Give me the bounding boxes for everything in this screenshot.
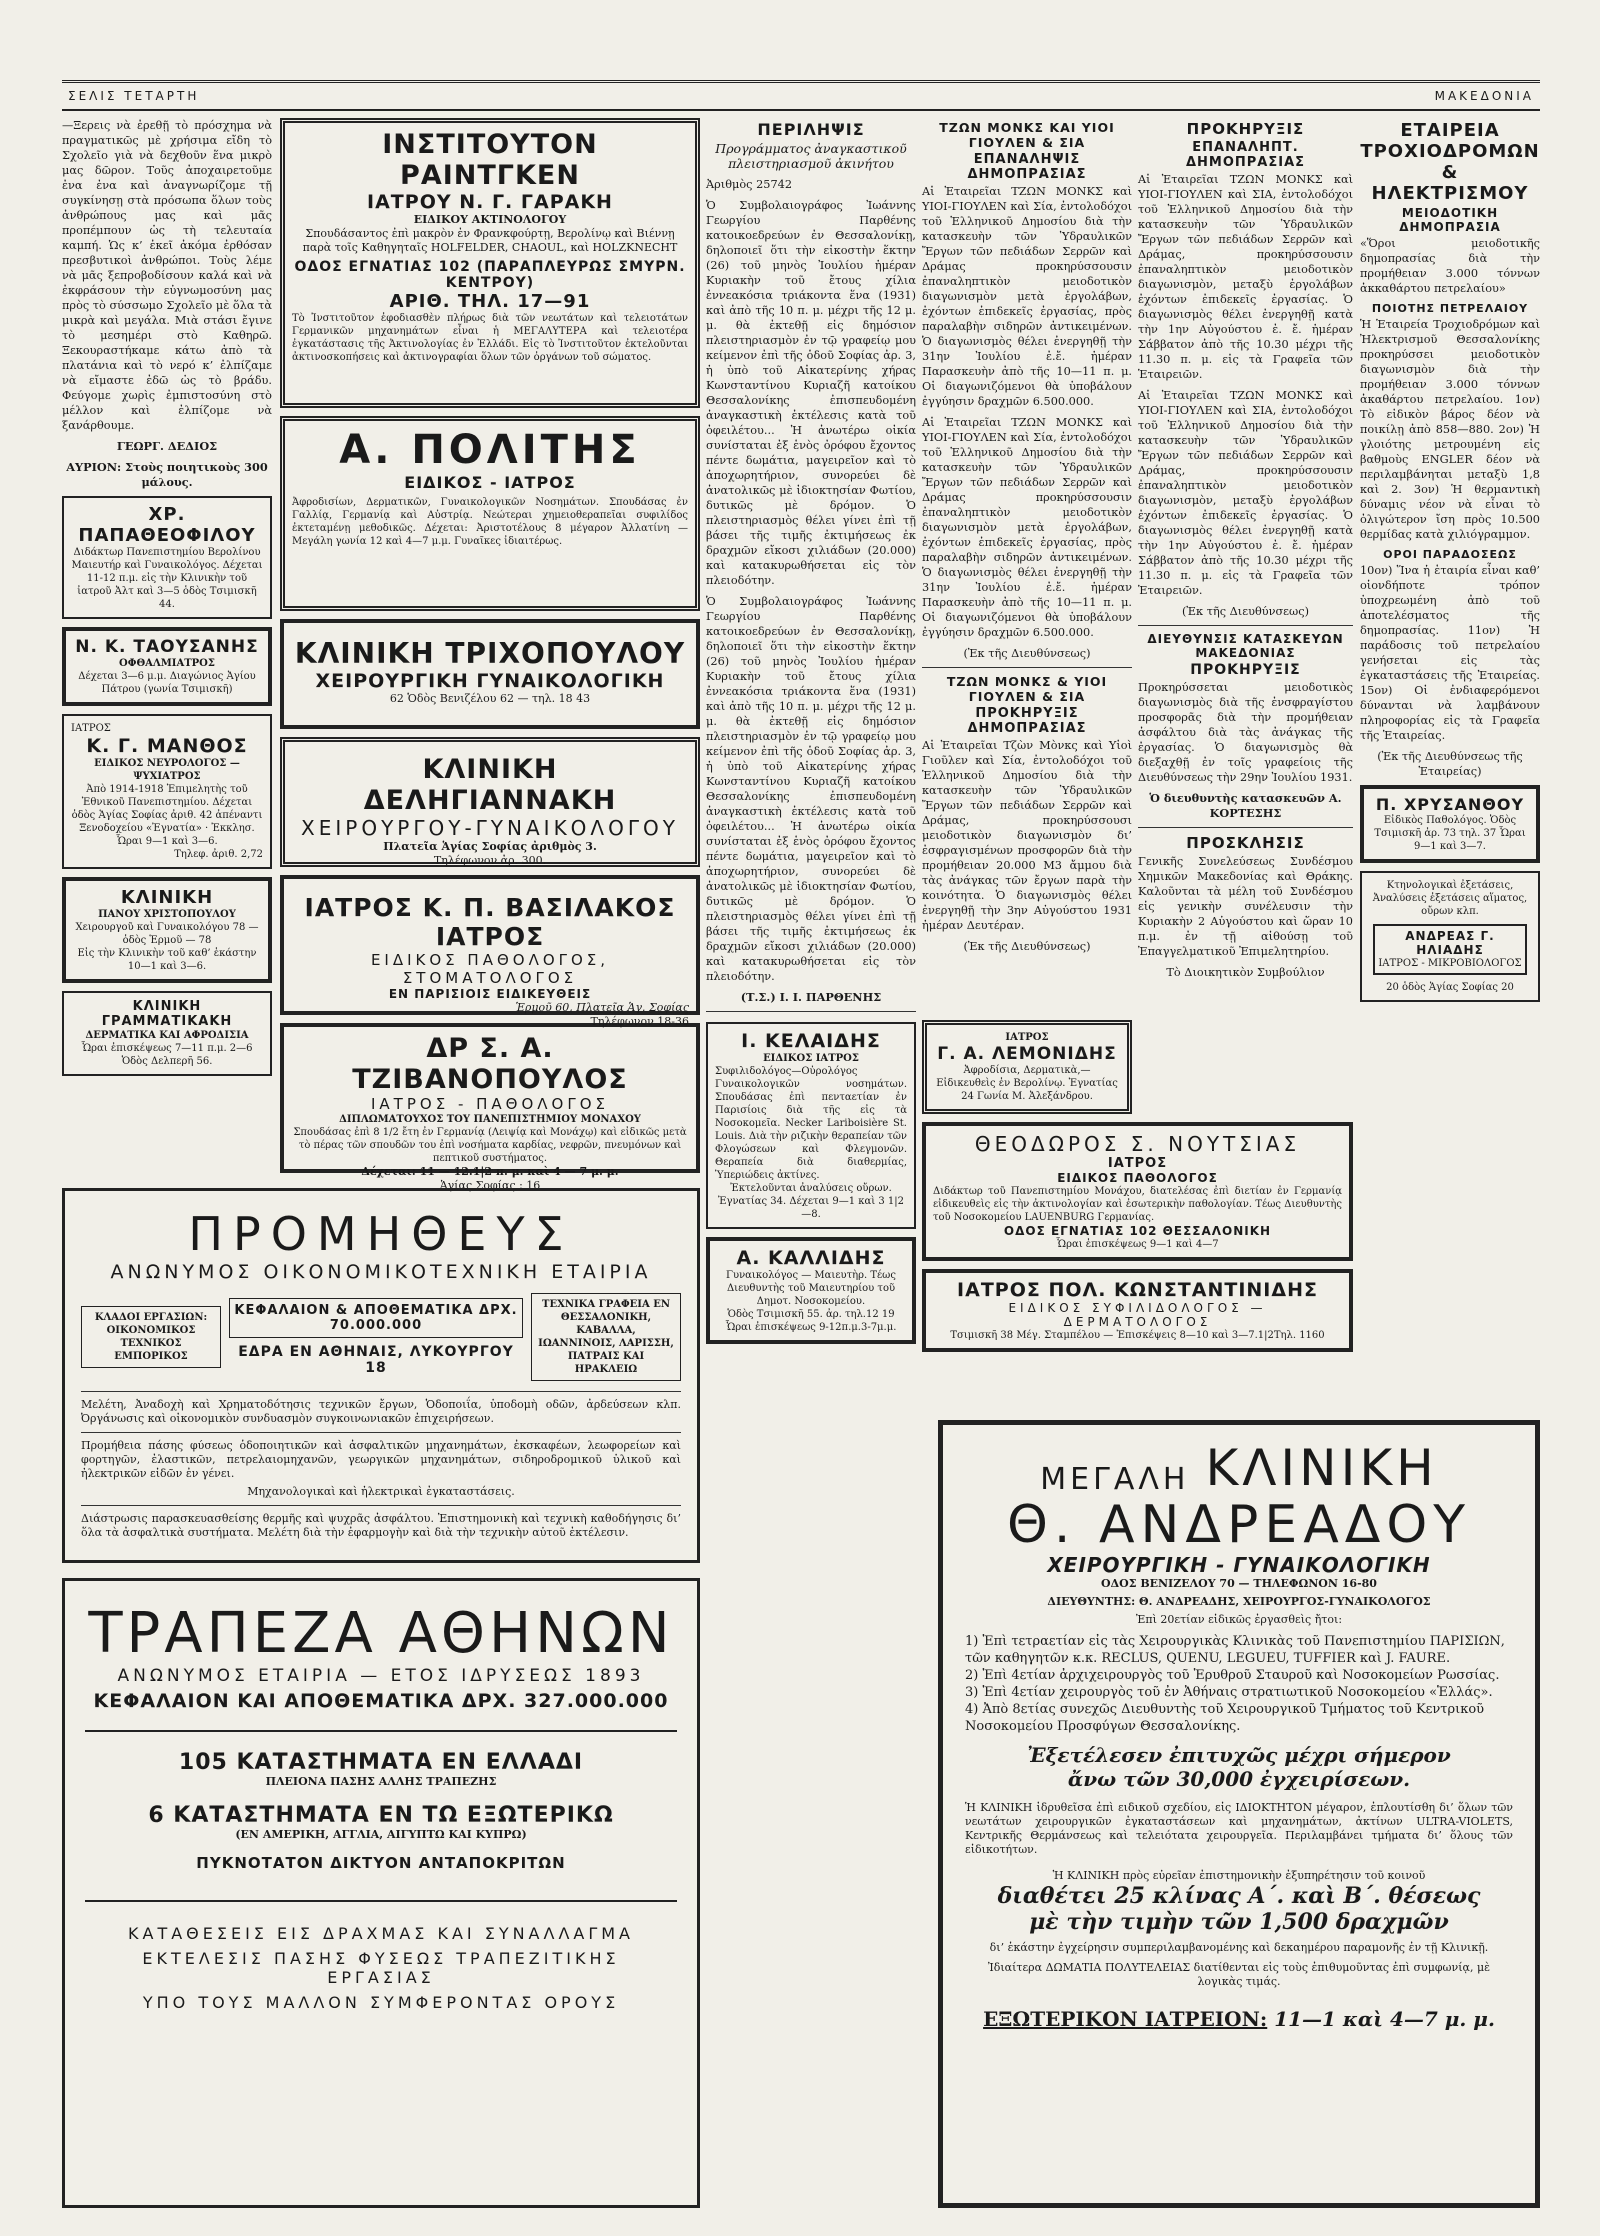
ad-politis (280, 416, 700, 611)
masthead-right: ΜΑΚΕΔΟΝΙΑ (1434, 89, 1534, 103)
ad-vasilakos (280, 875, 700, 1028)
divider (1138, 827, 1353, 828)
ad-external-clinic (965, 2007, 1513, 2031)
ad-p4: Ἰδιαίτερα ΔΩΜΑΤΙΑ ΠΟΛΥΤΕΛΕΙΑΣ διατίθενται εἰς τοὺς ἐπιθυμοῦντας ἐπὶ συμφωνίᾳ, μὲ λογικὰς τιμάς. (987, 1961, 1490, 1988)
ad-noutsias (922, 1122, 1353, 1261)
columns-4-5-ads (922, 1020, 1353, 1415)
ad-iliadis (1360, 871, 1540, 1002)
notice-signature: (Τ.Σ.) Ι. Ι. ΠΑΡΘΕΝΗΣ (740, 990, 882, 1004)
ad-subtitle: ΙΑΤΡΟΣ - ΜΙΚΡΟΒΙΟΛΟΓΟΣ (1378, 958, 1522, 969)
ad-text: Ὧραι ἐπισκέψεως 7—11 π.μ. 2—6 Ὁδὸς Δελπερῆ 56. (81, 1043, 253, 1067)
notice-text: Αἱ Ἑταιρεῖαι ΤΖΩΝ ΜΟΝΚΣ καὶ ΥΙΟΙ-ΓΙΟΥΛΕΝ καὶ Σία, ἐντολοδόχοι τοῦ Ἑλληνικοῦ Δημοσίου διὰ τὴν κατασκευὴν τῶν Ὑδραυλικῶν Ἔργων τῶν πεδιάδων Σερρῶν καὶ Δράμας προκηρύσσουσιν ἐπαναληπτικὸν μειοδοτικὸν διαγωνισμὸν μετὰ ἐργολάβων, ἐχόντων ἐπιδεκεῖς ἐργασίας, πρὸς παραλαβὴν σιδηρῶν ἀντικειμένων. Ὁ διαγωνισμὸς θέλει ἐνεργηθῇ τὴν 31ην Ἰουλίου ἐ.ἔ. ἡμέραν Παρασκευὴν ἀπὸ τῆς 10—11 π. μ. Οἱ διαγωνιζόμενοι θὰ ὑποβάλουν ἐγγύησιν δραχμῶν 6.500.000. (922, 185, 1132, 408)
ad-text: Συφιλιδολόγος—Οὐρολόγος Γυναικολογικῶν νοσημάτων. Σπουδάσας ἐπὶ πενταετίαν ἐν Παρισίοις διὰ τῆς εἰς τὰ Νοσοκομεῖα. Necker Lariboisière St. Louis. Διὰ τὴν ριζικὴν θεραπείαν τῶν Φλογώσεων καὶ Φλεγμονῶν. Θεραπεία διὰ διαθερμίας, Ὑπεριώδεις ἀκτίνες. (715, 1066, 907, 1181)
notice-text: Αἱ Ἑταιρεῖαι ΤΖΩΝ ΜΟΝΚΣ καὶ ΥΙΟΙ-ΓΙΟΥΛΕΝ καὶ ΣΙΑ, ἐντολοδόχοι τοῦ Ἑλληνικοῦ Δημοσίου διὰ τὴν κατασκευὴν τῶν Ὑδραυλικῶν Ἔργων τῶν πεδιάδων Σερρῶν καὶ Δράμας, προκηρύσσουσιν ἐπαναληπτικὸν μειοδοτικὸν διαγωνισμὸν, μεταξὺ ἐργολάβων ἐχόντων ἐπιδεκεῖς ἐργασίας. Ὁ διαγωνισμὸς θέλει ἐνεργηθῇ κατὰ τὴν 1ην Αὐγούστου ἐ. ἔ. ἡμέραν Σάββατον ἀπὸ τῆς 10.30 μέχρι τῆς 11.30 π. μ. εἰς τὰ Γραφεῖα τῶν Ἑταιρειῶν. (1138, 173, 1353, 381)
ad-title: ΚΛΙΝΙΚΗ ΔΕΛΗΓΙΑΝΝΑΚΗ (363, 754, 617, 816)
ad-ext-label: ΕΞΩΤΕΡΙΚΟΝ ΙΑΤΡΕΙΟΝ: (983, 2007, 1268, 2031)
ad-text: Εἰδικὸς Παθολόγος. Ὁδὸς Τσιμισκῆ ἀρ. 73 τηλ. 37 Ὧραι 9—1 καὶ 3—7. (1374, 815, 1526, 852)
divider (81, 1505, 681, 1506)
divider (81, 1432, 681, 1433)
credential-item: 2) Ἐπὶ 4ετίαν ἀρχιχειρουργὸς τοῦ Ἐρυθροῦ Σταυροῦ καὶ Νοσοκομείων Ρωσσίας. (965, 1668, 1500, 1683)
ad-text: Χειρουργοῦ καὶ Γυναικολόγου 78 — ὁδὸς Ἑρμοῦ — 78 (75, 922, 259, 946)
notice-text: Ἡ Ἑταιρεία Τροχιοδρόμων καὶ Ἠλεκτρισμοῦ Θεσσαλονίκης προκηρύσσει μειοδοτικὸν διαγωνισμὸν διὰ τὴν προμήθειαν 3.000 τόννων ἀκαθάρτου πετρελαίου. 1ον) Τὸ εἰδικὸν βάρος δέον νὰ ποικίλῃ ἀπὸ 858—880. 2ον) Ἡ γλοιότης μετρουμένη εἰς βαθμοὺς ENGLER δέον νὰ περιλαμβάνηται μεταξὺ 1,8 καὶ 2. 3ον) Ἡ θερμαντικὴ δύναμις νέον νὰ εἶναι τὸ ὀλιγώτερον ἴση πρὸς 10.500 θερμίδας κατὰ χιλιόγραμμον. (1360, 318, 1540, 541)
notice2-subheading: ΠΡΟΚΗΡΥΞΙΣ (1190, 662, 1301, 678)
masthead-left: ΣΕΛΙΣ ΤΕΤΑΡΤΗ (68, 89, 200, 103)
ad-hours: Ὧραι ἐπισκέψεως 9—1 καὶ 4—7 (1056, 1239, 1219, 1250)
ad-p2: Προμήθεια πάσης φύσεως ὁδοποιητικῶν καὶ ἀσφαλτικῶν μηχανημάτων, ἐκσκαφέων, λεωφορείων καὶ φορτηγῶν, ἐλαστικῶν, πετρελαιομηχανῶν, γεωργικῶν μηχανημάτων, σιδηροδρομικοῦ ὑλικοῦ καὶ ἠλεκτρικῶν εἰδῶν ἐν γένει. (81, 1439, 681, 1480)
ad-role: ΕΙΔΙΚΟΥ ΑΚΤΙΝΟΛΟΓΟΥ (413, 213, 567, 226)
ad-address: Ὁδὸς Τσιμισκῆ 55. ἀρ. τηλ.12 19 (727, 1309, 895, 1320)
ad-seat: ΕΔΡΑ ΕΝ ΑΘΗΝΑΙΣ, ΛΥΚΟΥΡΓΟΥ 18 (238, 1344, 514, 1376)
credentials-list (965, 1633, 1513, 1735)
divider (85, 1730, 677, 1732)
ad-text: Ἀφροδίσια, Δερματικὰ,—Εἰδικευθεὶς ἐν Βερολίνῳ. Ἐγνατίας 24 Γωνία Μ. Ἀλεξάνδρου. (936, 1065, 1118, 1102)
notice-intro: «Ὅροι μειοδοτικῆς δημοπρασίας διὰ τὴν προμήθειαν 3.000 τόννων ἀκκαθάρτου πετρελαίου» (1360, 237, 1540, 295)
ad-phone: ΑΡΙΘ. ΤΗΛ. 17—91 (389, 291, 591, 312)
ad-pre: ΜΕΓΑΛΗ (1040, 1462, 1190, 1497)
ad-deligiannaki (280, 737, 700, 867)
ad-text: Διδάκτωρ Πανεπιστημίου Βερολίνου Μαιευτήρ καὶ Γυναικολόγος. Δέχεται 11-12 π.μ. εἰς τὴν Κλινικὴν τοῦ ἰατροῦ Ἀλτ καὶ 3—5 ὁδὸς Τσιμισκῆ 44. (71, 547, 263, 610)
notice2-text: Αἱ Ἑταιρεῖαι Τζὼν Μὸνκς καὶ Υἱοὶ Γιοῦλεν καὶ Σία, ἐντολοδόχοι τοῦ Ἑλληνικοῦ Δημοσίου διὰ τὴν κατασκευὴν τῶν Ὑδραυλικῶν Ἔργων τῶν πεδιάδων Σερρῶν καὶ Δράμας, προκηρύσσουσι μειοδοτικὸν διαγωνισμὸν δι’ ἐσφραγισμένων προσφορῶν διὰ τὴν προμήθειαν 20.000 Μ3 ἄμμου διὰ τὰς ἀνάγκας τῶν ἔργων παρὰ τὴν κοινότητα. Ὁ διαγωνισμὸς θέλει ἐνεργηθῇ τὴν 3ην Αὐγούστου 1931 ἡμέραν Δευτέραν. (922, 739, 1132, 932)
ad-title: ΙΝΣΤΙΤΟΥΤΟΝ ΡΑΙΝΤΓΚΕΝ (382, 129, 598, 191)
ad-title: Α. ΠΟΛΙΤΗΣ (339, 427, 641, 473)
notice-note: (Ἐκ τῆς Διευθύνσεως τῆς Ἑταιρείας) (1377, 750, 1523, 778)
ad-subtitle: ΧΕΙΡΟΥΡΓΙΚΗ - ΓΥΝΑΙΚΟΛΟΓΙΚΗ (1047, 1553, 1431, 1577)
ad-title: ΚΛΙΝΙΚΗ ΤΡΙΧΟΠΟΥΛΟΥ (294, 637, 686, 670)
ad-text: Ἀπὸ 1914-1918 Ἐπιμελητὴς τοῦ Ἐθνικοῦ Πανεπιστημίου. Δέχεται ὁδὸς Ἁγίας Σοφίας ἀριθ. 42 ἀπέναντι Ξενοδοχείου «Ἐγνατία» · Ἐκκλησ. Ὧραι 9—1 καὶ 3—6. (71, 784, 263, 847)
notice-number: Ἀριθμὸς 25742 (706, 178, 793, 191)
ad-abroad-sub: (ΕΝ ΑΜΕΡΙΚΗ, ΑΓΓΛΙΑ, ΑΙΓΥΠΤΩ ΚΑΙ ΚΥΠΡΩ) (235, 1828, 527, 1841)
divider (1138, 625, 1353, 626)
ad-title: Γ. Α. ΛΕΜΟΝΙΔΗΣ (937, 1044, 1117, 1064)
ad-konstantinidis (922, 1269, 1353, 1352)
column-1 (62, 118, 272, 1178)
ad-pre: ΙΑΤΡΟΣ (1005, 1032, 1049, 1043)
ad-role: ΕΙΔΙΚΟΣ ΠΑΘΟΛΟΓΟΣ (1057, 1171, 1218, 1185)
ad-deposits: ΚΑΤΑΘΕΣΕΙΣ ΕΙΣ ΔΡΑΧΜΑΣ ΚΑΙ ΣΥΝΑΛΛΑΓΜΑ (128, 1924, 634, 1943)
ad-price: μὲ τὴν τιμὴν τῶν 1,500 δραχμῶν (1029, 1909, 1449, 1935)
ad-address: Πλατεῖα Ἁγίας Σοφίας ἀριθμὸς 3. (383, 840, 597, 853)
ad-address: ΟΔΟΣ ΕΓΝΑΤΙΑΣ 102 ΘΕΣΣΑΛΟΝΙΚΗ (1003, 1224, 1272, 1238)
ad-beds: διαθέτει 25 κλίνας Α΄. καὶ Β΄. θέσεως (997, 1883, 1481, 1909)
ad-subtitle: ΕΙΔΙΚΟΣ ΝΕΥΡΟΛΟΓΟΣ — ΨΥΧΙΑΤΡΟΣ (94, 758, 240, 782)
ad-chrysanthou (1360, 785, 1540, 863)
ad-ext-hours: 11—1 καὶ 4—7 μ. μ. (1274, 2007, 1495, 2031)
ad-address: 20 ὁδὸς Ἁγίας Σοφίας 20 (1386, 982, 1514, 993)
ad-subtitle: ΔΕΡΜΑΤΙΚΑ ΚΑΙ ΑΦΡΟΔΙΣΙΑ (85, 1030, 249, 1041)
article-footer: ΑΥΡΙΟΝ: Στοὺς ποιητικοὺς 300 μάλους. (66, 460, 268, 489)
ad-andreadou-clinic (938, 1420, 1540, 2208)
ad-subtitle: ΕΙΔΙΚΟΣ - ΙΑΤΡΟΣ (404, 473, 576, 492)
notice-heading: ΠΕΡΙΛΗΨΙΣ (757, 120, 865, 139)
ad-taousanis (62, 627, 272, 706)
ad-subtitle: ΙΑΤΡΟΣ (1107, 1156, 1168, 1171)
ad-subtitle: ΑΝΩΝΥΜΟΣ ΟΙΚΟΝΟΜΙΚΟΤΕΧΝΙΚΗ ΕΤΑΙΡΙΑ (110, 1261, 652, 1283)
ad-network: ΠΥΚΝΟΤΑΤΟΝ ΔΙΚΤΥΟΝ ΑΝΤΑΠΟΚΡΙΤΩΝ (196, 1854, 566, 1872)
ad-subtitle: ΠΑΝΟΥ ΧΡΙΣΤΟΠΟΥΛΟΥ (98, 909, 236, 920)
column-2 (280, 118, 700, 1192)
ad-lemonidis (922, 1020, 1132, 1114)
ad-christopoulou (62, 877, 272, 983)
ad-subtitle-2: ΔΙΠΛΩΜΑΤΟΥΧΟΣ ΤΟΥ ΠΑΝΕΠΙΣΤΗΜΙΟΥ ΜΟΝΑΧΟΥ (339, 1114, 641, 1125)
ad-p3: Μηχανολογικαὶ καὶ ἠλεκτρικαὶ ἐγκαταστάσεις. (247, 1485, 515, 1498)
column-6 (1360, 118, 1540, 1418)
notice-subheading: ΕΠΑΝΑΛΗΠΤ. ΔΗΜΟΠΡΑΣΙΑΣ (1185, 140, 1306, 170)
notice2-heading: ΤΖΩΝ ΜΟΝΚΣ & ΥΙΟΙ ΓΙΟΥΛΕΝ & ΣΙΑ (946, 674, 1108, 704)
notice-text-2: Ὁ Συμβολαιογράφος Ἰωάννης Γεωργίου Παρθένης κατοικοεδρεύων ἐν Θεσσαλονίκῃ, δηλοποιεῖ ὅτι τὴν εἰκοστὴν ἕκτην (26) τοῦ μηνὸς Ἰουλίου ἡμέραν Κυριακὴν τοῦ ἔτους χίλια ἐννεακόσια τριάκοντα ἕνα (1931) καὶ ἀπὸ τῆς 10 π. μ. μέχρι τῆς 12 μ. μ. θὰ ἐκτεθῇ εἰς δημόσιον πλειστηριασμὸν ἐν τῷ γραφείῳ μου κείμενον ἐπὶ τῆς ὁδοῦ Σοφίας ἀρ. 3, ἡ ὑπὸ τοῦ Αἰκατερίνης χήρας Κωνσταντίνου Κυριαζῆ κατοίκου Θεσσαλονίκης ἐπισπευδομένη ἀναγκαστικὴ ἐκτέλεσις κατὰ τοῦ ὀφειλέτου... Ἡ ἀνωτέρω οἰκία συνίσταται ἐξ ἑνὸς ὀρόφου ἔχοντος πέντε δωμάτια, μαγειρεῖον καὶ τὸ ἀποχωρητήριον, συνορεύει δὲ ἀνατολικῶς μὲ ἰδιοκτησίαν Φωτίου, δυτικῶς μὲ δρόμον. Ὁ πλειστηριασμὸς θέλει γίνει ἐπὶ τῇ βάσει τῆς τιμῆς ἐκτιμήσεως ἐκ δραχμῶν εἴκοσι χιλιάδων (20.000) καὶ κατακυρωθήσεται εἰς τὸν πλειοδότην. (706, 595, 916, 983)
ad-abroad: 6 ΚΑΤΑΣΤΗΜΑΤΑ ΕΝ ΤΩ ΕΞΩΤΕΡΙΚΩ (148, 1803, 614, 1828)
ad-capital: ΚΕΦΑΛΑΙΟΝ & ΑΠΟΘΕΜΑΤΙΚΑ ΔΡΧ. 70.000.000 (229, 1298, 523, 1338)
ad-phone: Τηλεφ. ἀριθ. 2,72 (174, 849, 263, 860)
ad-prometheus (62, 1188, 700, 1563)
notice-section-2: ΟΡΟΙ ΠΑΡΑΔΟΣΕΩΣ (1383, 548, 1517, 561)
ad-manthos (62, 714, 272, 869)
ad-nameplate (1373, 924, 1527, 975)
notice-subheading: Προγράμματος ἀναγκαστικοῦ πλειστηριασμοῦ ἀκινήτου (715, 141, 907, 171)
ad-name: Θ. ΑΝΔΡΕΑΔΟΥ (1006, 1495, 1472, 1555)
ad-phone: Τηλέφωνον 18-36 (590, 1015, 689, 1028)
notice-heading: ΕΤΑΙΡΕΙΑ ΤΡΟΧΙΟΔΡΟΜΩΝ & ΗΛΕΚΤΡΙΣΜΟΥ (1360, 120, 1540, 204)
ad-title: ΤΡΑΠΕΖΑ ΑΘΗΝΩΝ (88, 1601, 674, 1666)
ad-address: 62 Ὁδὸς Βενιζέλου 62 — τηλ. 18 43 (389, 692, 591, 705)
ad-operations: ΕΚΤΕΛΕΣΙΣ ΠΑΣΗΣ ΦΥΣΕΩΣ ΤΡΑΠΕΖΙΤΙΚΗΣ ΕΡΓΑΣΙΑΣ (142, 1949, 620, 1987)
credential-item: 3) Ἐπὶ 4ετίαν χειρουργὸς τοῦ ἐν Ἀθήναις στρατιωτικοῦ Νοσοκομείου «Ἑλλάς». (965, 1685, 1493, 1700)
notice-heading: ΠΡΟΚΗΡΥΞΙΣ (1186, 120, 1305, 138)
notice2-signature: Ὁ διευθυντὴς κατασκευῶν Α. ΚΟΡΤΕΣΗΣ (1149, 791, 1342, 820)
ad-title: ΠΡΟΜΗΘΕΥΣ (188, 1207, 574, 1261)
ad-text: Γυναικολόγος — Μαιευτὴρ. Τέως Διευθυντὴς τοῦ Μαιευτηρίου τοῦ Δημοτ. Νοσοκομείου. (726, 1270, 896, 1307)
notice-text: Ὁ Συμβολαιογράφος Ἰωάννης Γεωργίου Παρθένης κατοικοεδρεύων ἐν Θεσσαλονίκῃ, δηλοποιεῖ ὅτι τὴν εἰκοστὴν ἕκτην (26) τοῦ μηνὸς Ἰουλίου ἡμέραν Κυριακὴν τοῦ ἔτους χίλια ἐννεακόσια τριάκοντα ἕνα (1931) καὶ ἀπὸ τῆς 10 π. μ. μέχρι τῆς 12 μ. μ. θὰ ἐκτεθῇ εἰς δημόσιον πλειστηριασμὸν ἐν τῷ γραφείῳ μου κείμενον ἐπὶ τῆς ὁδοῦ Σοφίας ἀρ. 3, ἡ ὑπὸ τοῦ Αἰκατερίνης χήρας Κωνσταντίνου Κυριαζῆ κατοίκου Θεσσαλονίκης ἐπισπευδομένη ἀναγκαστικὴ ἐκτέλεσις κατὰ τοῦ ὀφειλέτου... Ἡ ἀνωτέρω οἰκία συνίσταται ἐξ ἑνὸς ὀρόφου ἔχοντος πέντε δωμάτια, μαγειρεῖον καὶ τὸ ἀποχωρητήριον, συνορεύει δὲ ἀνατολικῶς μὲ ἰδιοκτησίαν Φωτίου, δυτικῶς μὲ δρόμον. Ὁ πλειστηριασμὸς θέλει γίνει ἐπὶ τῇ βάσει τῆς τιμῆς ἐκτιμήσεως ἐκ δραχμῶν εἴκοσι χιλιάδων (20.000) καὶ κατακυρωθήσεται εἰς τὸν πλειοδότην. (706, 199, 916, 587)
credential-item: 4) Ἀπὸ 8ετίας συνεχῶς Διευθυντὴς τοῦ Χειρουργικοῦ Τμήματος τοῦ Κεντρικοῦ Νοσοκομείου Προσφύγων Θεσσαλονίκης. (965, 1702, 1485, 1734)
ad-text: Διδάκτωρ τοῦ Πανεπιστημίου Μονάχου, διατελέσας ἐπὶ διετίαν ἐν Γερμανίᾳ εἰδικευθεὶς εἰς τὴν ἀκτινολογίαν καὶ ἐσωτερικὴν παθολογίαν. Τέως Διευθυντὴς τοῦ Νοσοκομείου LAUENBURG Γερμανίας. (933, 1186, 1342, 1223)
ad-title: ΔΡ Σ. Α. ΤΖΙΒΑΝΟΠΟΥΛΟΣ (352, 1033, 628, 1095)
ad-address: Ἐκτελοῦνται ἀναλύσεις οὔρων. Ἐγνατίας 34. Δέχεται 9—1 καὶ 3 1|2—8. (717, 1183, 905, 1220)
notice3-signature: Τὸ Διοικητικὸν Συμβούλιον (1166, 966, 1325, 979)
ad-title: ΧΡ. ΠΑΠΑΘΕΟΦΙΛΟΥ (78, 504, 256, 546)
notice-section: ΠΟΙΟΤΗΣ ΠΕΤΡΕΛΑΙΟΥ (1371, 302, 1529, 315)
ad-bank-of-athens (62, 1578, 700, 2208)
article-text: —Ξερεις νὰ ἐρεθῇ τὸ πρόσχημα νὰ πραγματικῶς μὲ χρήσιμα εἴδη τὸ Σχολεῖο γιὰ νὰ δεχθοῦν ἕνα μικρὸ μας δῶρον. Τοῦς ἀποχαιρετοῦμε ἐνα ἐνα καὶ ἀναγνωρίζομε τῇ συγκίνησῃ στὰ πρόσωπα ὅλων τοὺς ἀνθρώπους μας καὶ μᾶς προπέμπουν ὡς τὴ τελευταία καμπή. Ὡς κ’ ἐκεῖ ἀκόμα ἐρθόσαν πρεσβυτικοὶ ἀνθρώποι. Τοὺς λέμε νὰ μᾶς ξεπροβοδίσουν καλά καὶ νὰ ἐκφράσουν τὴν εὐγνωμοσύνη μας πρὸς τὸ σύσσωμο Σχολεῖο μὲ ὅλα τὰ μικρὰ καὶ μεγάλα. Μιὰ στάσι ἔγινε τὸ μεσημέρι στὸ Καθηρῶ. Ξεκουραστήκαμε κάτω ἀπὸ τὰ πλατάνια καὶ τὸ νερό κ’ ἐλπίζαμε νὰ εἴμαστε ἐδῶ ὡς τὸ βράδυ. Φεύγομε χωρὶς ἐμπιστοσύνη στὸ μέλλον καὶ ἐλπίζομε νὰ ξανάρθουμε. (62, 119, 272, 432)
notice2-heading: ΔΙΕΥΘΥΝΣΙΣ ΚΑΤΑΣΚΕΥΩΝ ΜΑΚΕΔΟΝΙΑΣ (1147, 632, 1344, 660)
ad-subtitle: ΑΝΩΝΥΜΟΣ ΕΤΑΙΡΙΑ — ΕΤΟΣ ΙΔΡΥΣΕΩΣ 1893 (117, 1666, 645, 1686)
masthead (62, 80, 1540, 111)
ad-text: Ἀφροδισίων, Δερματικῶν, Γυναικολογικῶν Νοσημάτων. Σπουδάσας ἐν Γαλλίᾳ, Γερμανίᾳ καὶ Αὐστρίᾳ. Νεώτεραι χημειοθεραπεῖαι συφιλίδος ἐκτεταμένῃ μεθοδικῶς. Δέχεται: Ἀριστοτέλους 8 μέγαρον Ἀλλατίνη — Μεγάλη γωνία 12 καὶ 4—7 μ.μ. Γυναῖκες ἰδιαιτέρως. (292, 497, 688, 547)
ad-title: ΑΝΔΡΕΑΣ Γ. ΗΛΙΑΔΗΣ (1405, 929, 1495, 957)
notice3-heading: ΠΡΟΣΚΛΗΣΙΣ (1186, 834, 1305, 852)
ad-address: Ἑρμοῦ 60, Πλατεῖα Ἁγ. Σοφίας (515, 1001, 689, 1014)
ad-title: ΙΑΤΡΟΣ ΠΟΛ. ΚΩΝΣΤΑΝΤΙΝΙΔΗΣ (957, 1279, 1318, 1301)
divider (706, 1011, 916, 1012)
ad-subtitle: ΟΦΘΑΛΜΙΑΤΡΟΣ (119, 658, 215, 669)
divider (81, 1391, 681, 1392)
notice2-note: (Ἐκ τῆς Διευθύνσεως) (963, 940, 1091, 953)
ad-kallidis (706, 1237, 916, 1344)
ad-subtitle: ΧΕΙΡΟΥΡΓΟΥ-ΓΥΝΑΙΚΟΛΟΓΟΥ (301, 816, 679, 840)
notice-text-2: 10ον) Ἵνα ἡ ἑταιρία εἶναι καθ’ οἱονδήποτε τρόπον ὑποχρεωμένη ἀπὸ τοῦ ἀποτελέσματος τῆς δημοπρασίας. 11ον) Ἡ παράδοσις τοῦ πετρελαίου γενήσεται εἰς τὰς ἐγκαταστάσεις τῆς Ἑταιρείας. 15ον) Οἱ ἐνδιαφερόμενοι δύνανται νὰ λαμβάνουν πληροφορίας εἰς τὰ Γραφεῖα τῆς Ἑταιρείας. (1360, 564, 1540, 742)
ad-subtitle: ΕΙΔΙΚΟΣ ΠΑΘΟΛΟΓΟΣ, ΣΤΟΜΑΤΟΛΟΓΟΣ (370, 951, 610, 987)
ad-subtitle-2: ΕΝ ΠΑΡΙΣΙΟΙΣ ΕΙΔΙΚΕΥΘΕΙΣ (388, 987, 592, 1001)
ad-p1: Ἡ ΚΛΙΝΙΚΗ ἱδρυθεῖσα ἐπὶ ειδικοῦ σχεδίου, εἰς ΙΔΙΟΚΤΗΤΟΝ μέγαρον, ἐπλουτίσθη δι’ ὅλων τῶν νεωτάτων χειρουργικῶν ἐγκαταστάσεων καὶ μηχανημάτων, ἀκτίνων ULTRA-VIOLETS, Κεντρικῆς Θερμάνσεως καὶ τελειότατα χειρουργεῖα. Περιλαμβάνει τμήματα δι’ ὅλους τῶν εἰδικοτήτων. (965, 1801, 1513, 1856)
notice-note: (Ἐκ τῆς Διευθύνσεως) (963, 647, 1091, 660)
ad-subtitle: ΧΕΙΡΟΥΡΓΙΚΗ ΓΥΝΑΙΚΟΛΟΓΙΚΗ (315, 670, 665, 692)
ad-title: Κ. Γ. ΜΑΝΘΟΣ (86, 735, 248, 757)
ad-terms: ΥΠΟ ΤΟΥΣ ΜΑΛΛΟΝ ΣΥΜΦΕΡΟΝΤΑΣ ΟΡΟΥΣ (142, 1993, 620, 2012)
credential-item: 1) Ἐπὶ τετραετίαν εἰς τὰς Χειρουργικὰς Κλινικὰς τοῦ Πανεπιστημίου ΠΑΡΙΣΙΩΝ, τῶν καθηγητῶν κ.κ. RECLUS, QUENU, LEGUEU, TUFFIER καὶ J. FAURE. (965, 1634, 1505, 1666)
ad-phone: Τηλέφωνον ἀρ. 300. (433, 854, 547, 867)
notice-subheading: ΕΠΑΝΑΛΗΨΙΣ ΔΗΜΟΠΡΑΣΙΑΣ (967, 152, 1087, 182)
ad-kelaidis (706, 1022, 916, 1229)
ad-hours: Ὧραι ἐπισκέψεως 9-12π.μ.3-7μ.μ. (725, 1322, 897, 1333)
ad-address: Ἁγίας Σοφίας : 16 (439, 1179, 541, 1192)
ad-record: Ἐξετέλεσεν ἐπιτυχῶς μέχρι σήμερον ἄνω τῶν 30,000 ἐγχειρίσεων. (1027, 1743, 1451, 1791)
ad-title: ΚΛΙΝΙΚΗ (120, 887, 214, 908)
notice3-text: Γενικῆς Συνελεύσεως Συνδέσμου Χημικῶν Μακεδονίας καὶ Θράκης. Καλοῦνται τὰ μέλη τοῦ Συνδέσμου εἰς γενικὴν συνέλευσιν τὴν Κυριακὴν 2 Αὐγούστου καὶ ὥραν 10 π.μ. ἐν τῇ αἰθούσῃ τοῦ Ἐπαγγελματικοῦ Ἐπιμελητηρίου. (1138, 855, 1353, 958)
ad-subtitle: ΙΑΤΡΟΣ - ΠΑΘΟΛΟΓΟΣ (371, 1095, 609, 1113)
divider (922, 667, 1132, 668)
ad-address: ΟΔΟΣ ΕΓΝΑΤΙΑΣ 102 (ΠΑΡΑΠΛΕΥΡΩΣ ΣΜΥΡΝ. ΚΕΝΤΡΟΥ) (294, 259, 686, 291)
ad-pre: ΙΑΤΡΟΣ (71, 723, 111, 734)
ad-title: ΚΛΙΝΙΚΗ (1205, 1439, 1438, 1497)
notice2-subheading: ΠΡΟΚΗΡΥΞΙΣ ΔΗΜΟΠΡΑΣΙΑΣ (967, 706, 1087, 736)
ad-text: Σπουδάσας ἐπὶ 8 1/2 ἔτη ἐν Γερμανίᾳ (Λειψίᾳ καὶ Μονάχῳ) καὶ εἰδικῶς μετὰ τὸ πέρας τῶν σπουδῶν του ἐπὶ νοσήματα καρδίας, νεφρῶν, πνευμόνων καὶ πεπτικοῦ συστήματος. (293, 1127, 687, 1164)
ad-body: Τὸ Ἰνστιτοῦτον ἐφοδιασθὲν πλήρως διὰ τῶν νεωτάτων καὶ τελειοτάτων Γερμανικῶν μηχανημάτων εἶναι ἡ ΜΕΓΑΛΥΤΕΡΑ καὶ τελειοτέρα ἐγκατάστασις τῆς Ἀκτινολογίας ἐν Ἑλλάδι. Εἰς τὸ Ἰνστιτοῦτον ἐκτελοῦνται ἀκτινοσκοπήσεις καὶ ἀκτινογραφίαι ὅλων τῶν ὀργάνων τοῦ σώματος. (292, 313, 688, 363)
ad-tzivanopoulos (280, 1023, 700, 1192)
ad-p1: Μελέτη, Ἀναδοχὴ καὶ Χρηματοδότησις τεχνικῶν ἔργων, Ὁδοποιΐα, ὑποδομὴ οδῶν, ἀρδεύσεων κλπ. Ὀργάνωσις καὶ οἰκονομικὸν συνδυασμὸν συγκοινωνιακῶν ἐπιχειρήσεων. (81, 1398, 681, 1425)
ad-title: ΘΕΟΔΩΡΟΣ Σ. ΝΟΥΤΣΙΑΣ (974, 1132, 1301, 1156)
ad-trichopoulou (280, 619, 700, 729)
ad-p4: Διάστρωσις παρασκευασθείσης θερμῆς καὶ ψυχρᾶς ἀσφάλτου. Ἐπιστημονικὴ καὶ τεχνικὴ καθοδήγησις δι’ ὅλα τὰ ἀσφαλτικὰ συστήματα. Μελέτη διὰ τὴν ἐφαρμογὴν καὶ διὰ τὴν τεχνικὴν αὐτοῦ ἐκτέλεσιν. (81, 1512, 681, 1539)
ad-hours: Εἰς τὴν Κλινικὴν τοῦ καθ’ ἑκάστην 10—1 καὶ 3—6. (77, 948, 257, 972)
ad-text: Κτηνολογικαὶ ἐξετάσεις, Ἀναλύσεις ἐξετάσεις αἵματος, οὔρων κλπ. (1372, 880, 1528, 917)
column-3 (706, 118, 916, 2198)
ad-title: Ν. Κ. ΤΑΟΥΣΑΝΗΣ (75, 637, 259, 657)
ad-title: Π. ΧΡΥΣΑΝΘΟΥ (1375, 795, 1525, 814)
notice-note: (Ἐκ τῆς Διευθύνσεως) (1182, 605, 1309, 618)
ad-capital: ΚΕΦΑΛΑΙΟΝ ΚΑΙ ΑΠΟΘΕΜΑΤΙΚΑ ΔΡΧ. 327.000.000 (93, 1690, 669, 1712)
ad-grammatikaki (62, 991, 272, 1076)
ad-offices: ΤΕΧΝΙΚΑ ΓΡΑΦΕΙΑ ΕΝ ΘΕΣΣΑΛΟΝΙΚΗ, ΚΑΒΑΛΛΑ, ΙΩΑΝΝΙΝΟΙΣ, ΛΑΡΙΣΣΗ, ΠΑΤΡΑΙΣ ΚΑΙ ΗΡΑΚΛΕΙΩ (531, 1293, 681, 1381)
ad-intro: Ἐπὶ 20ετίαν εἰδικῶς ἐργασθεὶς ἤτοι: (1135, 1613, 1343, 1626)
notice-text-2: Αἱ Ἑταιρεῖαι ΤΖΩΝ ΜΟΝΚΣ καὶ ΥΙΟΙ-ΓΙΟΥΛΕΝ καὶ ΣΙΑ, ἐντολοδόχοι τοῦ Ἑλληνικοῦ Δημοσίου διὰ τὴν κατασκευὴν τῶν Ὑδραυλικῶν Ἔργων τῶν πεδιάδων Σερρῶν καὶ Δράμας, προκηρύσσουσιν ἐπαναληπτικὸν μειοδοτικὸν διαγωνισμὸν, μεταξὺ ἐργολάβων ἐχόντων ἐπιδεκεῖς ἐργασίας. Ὁ διαγωνισμὸς θέλει ἐνεργηθῇ κατὰ τὴν 1ην Αὐγούστου ἐ. ἔ. ἡμέραν Σάββατον ἀπὸ τῆς 10.30 μέχρι τῆς 11.30 π. μ. εἰς τὰ Γραφεῖα τῶν Ἑταιρειῶν. (1138, 389, 1353, 597)
ad-branches-sub: ΠΛΕΙΟΝΑ ΠΑΣΗΣ ΑΛΛΗΣ ΤΡΑΠΕΖΗΣ (265, 1775, 497, 1788)
ad-subtitle: ΕΙΔΙΚΟΣ ΙΑΤΡΟΣ (763, 1053, 859, 1064)
ad-branches-list: ΚΛΑΔΟΙ ΕΡΓΑΣΙΩΝ: ΟΙΚΟΝΟΜΙΚΟΣ ΤΕΧΝΙΚΟΣ ΕΜΠΟΡΙΚΟΣ (81, 1306, 221, 1368)
ad-training: Σπουδάσαντος ἐπὶ μακρὸν ἐν Φρανκφούρτῃ, Βερολίνῳ καὶ Βιέννῃ παρὰ τοῖς Καθηγηταῖς HOLFELDER, CHAOUL, καὶ HOLZKNECHT (302, 227, 678, 254)
ad-hours: Δέχεται: 11 — 12.1|2 π. μ. καὶ 4 — 7 μ. μ. (361, 1165, 619, 1178)
ad-p2: Ἡ ΚΛΙΝΙΚΗ πρὸς εὐρεῖαν ἐπιστημονικὴν ἐξυπηρέτησιν τοῦ κοινοῦ (1052, 1869, 1426, 1882)
divider (85, 1900, 677, 1902)
ad-title: ΙΑΤΡΟΣ Κ. Π. ΒΑΣΙΛΑΚΟΣ ΙΑΤΡΟΣ (304, 893, 676, 951)
ad-subtitle: ΙΑΤΡΟΥ Ν. Γ. ΓΑΡΑΚΗ (367, 191, 613, 213)
ad-p3: δι’ ἑκάστην ἐγχείρησιν συμπεριλαμβανομένης καὶ δεκαημέρου παραμονῆς ἐν τῇ Κλινικῇ. (989, 1941, 1489, 1954)
ad-roentgen-institute (280, 118, 700, 408)
ad-branches: 105 ΚΑΤΑΣΤΗΜΑΤΑ ΕΝ ΕΛΛΑΔΙ (178, 1750, 584, 1775)
ad-address: ΟΔΟΣ ΒΕΝΙΖΕΛΟΥ 70 — ΤΗΛΕΦΩΝΟΝ 16-80 (1101, 1577, 1377, 1590)
ad-title: Ι. ΚΕΛΑΙΔΗΣ (741, 1030, 881, 1052)
notice-heading: ΤΖΩΝ ΜΟΝΚΣ ΚΑΙ ΥΙΟΙ ΓΙΟΥΛΕΝ & ΣΙΑ (939, 120, 1115, 150)
notice2-text: Προκηρύσσεται μειοδοτικὸς διαγωνισμὸς διὰ τῆς ἐνσφραγίστου προσφορᾶς διὰ τὴν προμήθειαν ἀσφάλτου διὰ τὰς ἀνάγκας τῆς ἐργασίας. Ὁ διαγωνισμὸς θὰ διεξαχθῇ ἐν τοῖς γραφείοις τῆς Διευθύνσεως τὴν 29ην Ἰουλίου 1931. (1138, 681, 1353, 784)
ad-subtitle: ΕΙΔΙΚΟΣ ΣΥΦΙΛΙΔΟΛΟΓΟΣ — ΔΕΡΜΑΤΟΛΟΓΟΣ (1008, 1301, 1267, 1329)
article-signature: ΓΕΩΡΓ. ΔΕΔΙΟΣ (116, 439, 218, 453)
ad-title: Α. ΚΑΛΛΙΔΗΣ (736, 1247, 886, 1269)
ad-address: Τσιμισκῆ 38 Μέγ. Σταμπέλου — Ἐπισκέψεις 8—10 καὶ 3—7.1|2Τηλ. 1160 (950, 1330, 1325, 1341)
ad-director: ΔΙΕΥΘΥΝΤΗΣ: Θ. ΑΝΔΡΕΑΔΗΣ, ΧΕΙΡΟΥΡΓΟΣ-ΓΥΝΑΙΚΟΛΟΓΟΣ (1047, 1595, 1431, 1608)
ad-title: ΚΛΙΝΙΚΗ ΓΡΑΜΜΑΤΙΚΑΚΗ (101, 999, 233, 1029)
notice-subheading: ΜΕΙΟΔΟΤΙΚΗ ΔΗΜΟΠΡΑΣΙΑ (1399, 206, 1501, 234)
ad-text: Δέχεται 3—6 μ.μ. Διαγώνιος Ἀγίου Πάτρου (γωνία Τσιμισκῆ) (78, 671, 256, 695)
notice-text-2: Αἱ Ἑταιρεῖαι ΤΖΩΝ ΜΟΝΚΣ καὶ ΥΙΟΙ-ΓΙΟΥΛΕΝ καὶ Σία, ἐντολοδόχοι τοῦ Ἑλληνικοῦ Δημοσίου διὰ τὴν κατασκευὴν τῶν Ὑδραυλικῶν Ἔργων τῶν πεδιάδων Σερρῶν καὶ Δράμας προκηρύσσουσιν ἐπαναληπτικὸν μειοδοτικὸν διαγωνισμὸν μετὰ ἐργολάβων, ἐχόντων ἐπιδεκεῖς ἐργασίας, πρὸς παραλαβὴν σιδηρῶν ἀντικειμένων. Ὁ διαγωνισμὸς θέλει ἐνεργηθῇ τὴν 31ην Ἰουλίου ἐ.ἔ. ἡμέραν Παρασκευὴν ἀπὸ τῆς 10—11 π. μ. Οἱ διαγωνιζόμενοι θὰ ὑποβάλουν ἐγγύησιν δραχμῶν 6.500.000. (922, 416, 1132, 639)
ad-papatheofilou (62, 496, 272, 619)
